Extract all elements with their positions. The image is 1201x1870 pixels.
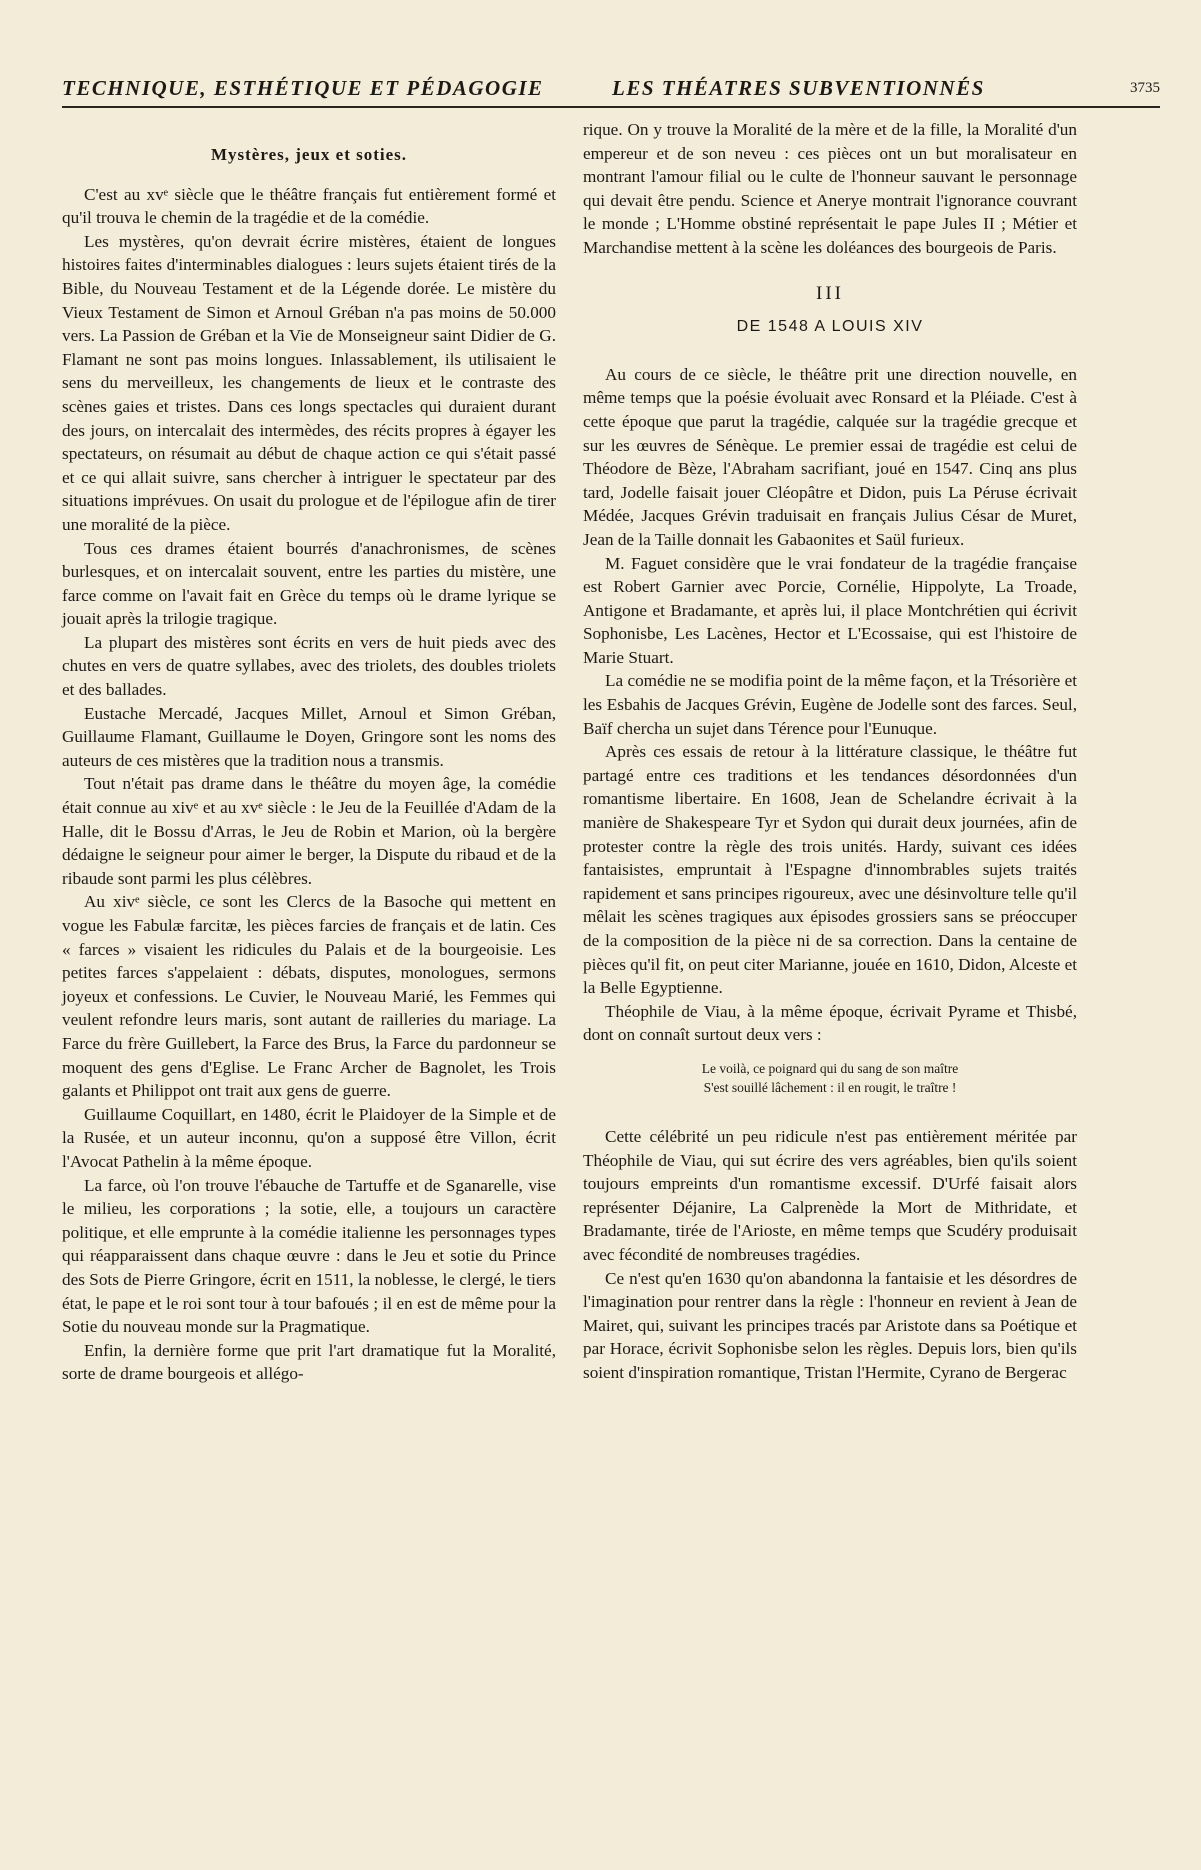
paragraph: La farce, où l'on trouve l'ébauche de Tartuffe et de Sganarelle, vise le milieu, les corporations ; la sotie, elle, a toujours un caractère politique, et elle emprunte à la comédie italienne les personnages types qui réapparaissent dans chaque œuvre : dans le Jeu et sotie du Prince des Sots de Pierre Gringore, écrit en 1511, la noblesse, le clergé, le tiers état, le pape et le roi sont tour à tour bafoués ; il en est de même pour la Sotie du nouveau monde sur la Pragmatique. (62, 1175, 556, 1337)
right-column (583, 118, 1077, 1385)
verse-quote (583, 1059, 1077, 1097)
paragraph: Eustache Mercadé, Jacques Millet, Arnoul et Simon Gréban, Guillaume Flamant, Guillaume le Doyen, Gringore sont les noms des auteurs de ces mistères que la tradition nous a transmis. (62, 703, 556, 770)
paragraph: Ce n'est qu'en 1630 qu'on abandonna la fantaisie et les désordres de l'imagination pour rentrer dans la règle : l'honneur en revient à Jean de Mairet, qui, suivant les principes tracés par Aristote dans sa Poétique et par Horace, écrivit Sophonisbe selon les règles. Depuis lors, bien qu'ils soient d'inspiration romantique, Tristan l'Hermite, Cyrano de Bergerac (583, 1268, 1077, 1382)
paragraph: Guillaume Coquillart, en 1480, écrit le Plaidoyer de la Simple et de la Rusée, et un auteur inconnu, qu'on a supposé être Villon, écrit l'Avocat Pathelin à la même époque. (62, 1104, 556, 1171)
paragraph: Cette célébrité un peu ridicule n'est pas entièrement méritée par Théophile de Viau, qui sut écrire des vers agréables, bien qu'ils soient toujours empreints d'un romantisme excessif. D'Urfé faisait alors représenter Déjanire, La Calprenède la Mort de Mithridate, et Bradamante, tirée de l'Arioste, en même temps que Scudéry produisait avec fécondité de nombreuses tragédies. (583, 1126, 1077, 1264)
paragraph: Tout n'était pas drame dans le théâtre du moyen âge, la comédie était connue au xivᵉ et au xvᵉ siècle : le Jeu de la Feuillée d'Adam de la Halle, dit le Bossu d'Arras, le Jeu de Robin et Marion, où la bergère dédaigne le seigneur pour aimer le berger, la Dispute du ribaud et de la ribaude sont parmi les plus célèbres. (62, 774, 556, 888)
section-title: Mystères, jeux et soties. (210, 145, 408, 164)
verse-line: Le voilà, ce poignard qui du sang de son maître (701, 1060, 959, 1076)
subsection-title: DE 1548 A LOUIS XIV (736, 318, 924, 336)
running-header (62, 72, 1160, 106)
chapter-numeral: III (816, 282, 844, 304)
header-right-title: LES THÉATRES SUBVENTIONNÉS (612, 76, 985, 100)
paragraph: Enfin, la dernière forme que prit l'art dramatique fut la Moralité, sorte de drame bourgeois et allégo- (62, 1340, 556, 1384)
paragraph: La plupart des mistères sont écrits en vers de huit pieds avec des chutes en vers de quatre syllabes, avec des triolets, des doubles triolets et des ballades. (62, 632, 556, 700)
paragraph: La comédie ne se modifia point de la même façon, et la Trésorière et les Esbahis de Jacques Grévin, Eugène de Jodelle sont des farces. Seul, Baïf chercha un sujet dans Térence pour l'Eunuque. (583, 671, 1077, 738)
paragraph: Après ces essais de retour à la littérature classique, le théâtre fut partagé entre ces traditions et les tendances désordonnées d'un romantisme libertaire. En 1608, Jean de Schelandre écrivait à la manière de Shakespeare Tyr et Sydon qui durait deux journées, afin de protester contre la règle des trois unités. Hardy, suivant ces idées fantaisistes, empruntait à l'Espagne d'innombrables sujets traités rapidement et sans principes rigoureux, avec une désinvolture telle qu'il mêlait les scènes tragiques aux épisodes grossiers sans se préoccuper de la composition de la pièce ni de sa correction. Dans la centaine de pièces qu'il fit, on peut citer Marianne, jouée en 1610, Didon, Alceste et la Belle Egyptienne. (583, 742, 1077, 998)
page-number: 3735 (1130, 80, 1160, 96)
left-column (62, 118, 556, 1386)
paragraph: Tous ces drames étaient bourrés d'anachronismes, de scènes burlesques, et on intercalait souvent, entre les parties du mistère, une farce comme on l'avait fait en Grèce du temps où le drame lyrique se jouait après la trilogie tragique. (62, 538, 556, 629)
paragraph: M. Faguet considère que le vrai fondateur de la tragédie française est Robert Garnier avec Porcie, Cornélie, Hippolyte, La Troade, Antigone et Bradamante, et après lui, il place Montchrétien qui écrivit Sophonisbe, Les Lacènes, Hector et L'Ecossaise, qui est l'histoire de Marie Stuart. (583, 553, 1077, 667)
paragraph: Au xivᵉ siècle, ce sont les Clercs de la Basoche qui mettent en vogue les Fabulæ farcitæ, les pièces farcies de français et de latin. Ces « farces » visaient les ridicules du Palais et de la bourgeoisie. Les petites farces s'appelaient : débats, disputes, monologues, sermons joyeux et confessions. Le Cuvier, le Nouveau Marié, les Femmes qui veulent refondre leurs maris, sont autant de railleries du mariage. La Farce du frère Guillebert, la Farce des Brus, la Farce du pardonneur se moquent des gens d'Eglise. Le Franc Archer de Bagnolet, les Trois galants et Philippot ont trait aux gens de guerre. (62, 892, 556, 1101)
paragraph: Les mystères, qu'on devrait écrire mistères, étaient de longues histoires faites d'interminables dialogues : leurs sujets étaient tirés de la Bible, du Nouveau Testament et de la Légende dorée. Le mistère du Vieux Testament de Simon et Arnoul Gréban n'a pas moins de 50.000 vers. La Passion de Gréban et la Vie de Monseigneur saint Didier de G. Flamant ne sont pas moins longues. Inlassablement, ils utilisaient le sens du merveilleux, les changements de lieux et le contraste des scènes gaies et tristes. Dans ces longs spectacles qui duraient durant des jours, on intercalait des intermèdes, des récits propres à égayer les spectateurs, on résumait au début de chaque action ce qui s'était passé et ce qui allait suivre, sans chercher à intriguer le spectateur par des situations imprévues. On usait du prologue et de l'épilogue afin de tirer une moralité de la pièce. (62, 231, 556, 534)
paragraph: C'est au xvᵉ siècle que le théâtre français fut entièrement formé et qu'il trouva le chemin de la tragédie et de la comédie. (62, 184, 556, 228)
header-left-title: TECHNIQUE, ESTHÉTIQUE ET PÉDAGOGIE (62, 76, 544, 100)
continuation-paragraph: rique. On y trouve la Moralité de la mère et de la fille, la Moralité d'un empereur et de son neveu : ces pièces ont un but moralisateur en montrant l'amour filial ou le culte de l'honneur sauvant le personnage qui devait être pendu. Science et Anerye montrait l'ignorance couvrant le monde ; L'Homme obstiné représentait le pape Jules II ; Métier et Marchandise mettent à la scène les doléances des bourgeois de Paris. (583, 120, 1077, 257)
verse-line: S'est souillé lâchement : il en rougit, le traître ! (703, 1079, 957, 1095)
header-rule (62, 106, 1160, 108)
paragraph: Au cours de ce siècle, le théâtre prit une direction nouvelle, en même temps que la poésie évoluait avec Ronsard et la Pléiade. C'est à cette époque que parut la tragédie, calquée sur la tragédie grecque et sur les œuvres de Sénèque. Le premier essai de tragédie est celui de Théodore de Bèze, l'Abraham sacrifiant, joué en 1547. Cinq ans plus tard, Jodelle faisait jouer Cléopâtre et Didon, puis La Péruse écrivait Médée, Jacques Grévin traduisait en français Julius César de Muret, Jean de la Taille donnait les Gabaonites et Saül furieux. (583, 364, 1077, 549)
paragraph: Théophile de Viau, à la même époque, écrivait Pyrame et Thisbé, dont on connaît surtout deux vers : (583, 1001, 1077, 1045)
